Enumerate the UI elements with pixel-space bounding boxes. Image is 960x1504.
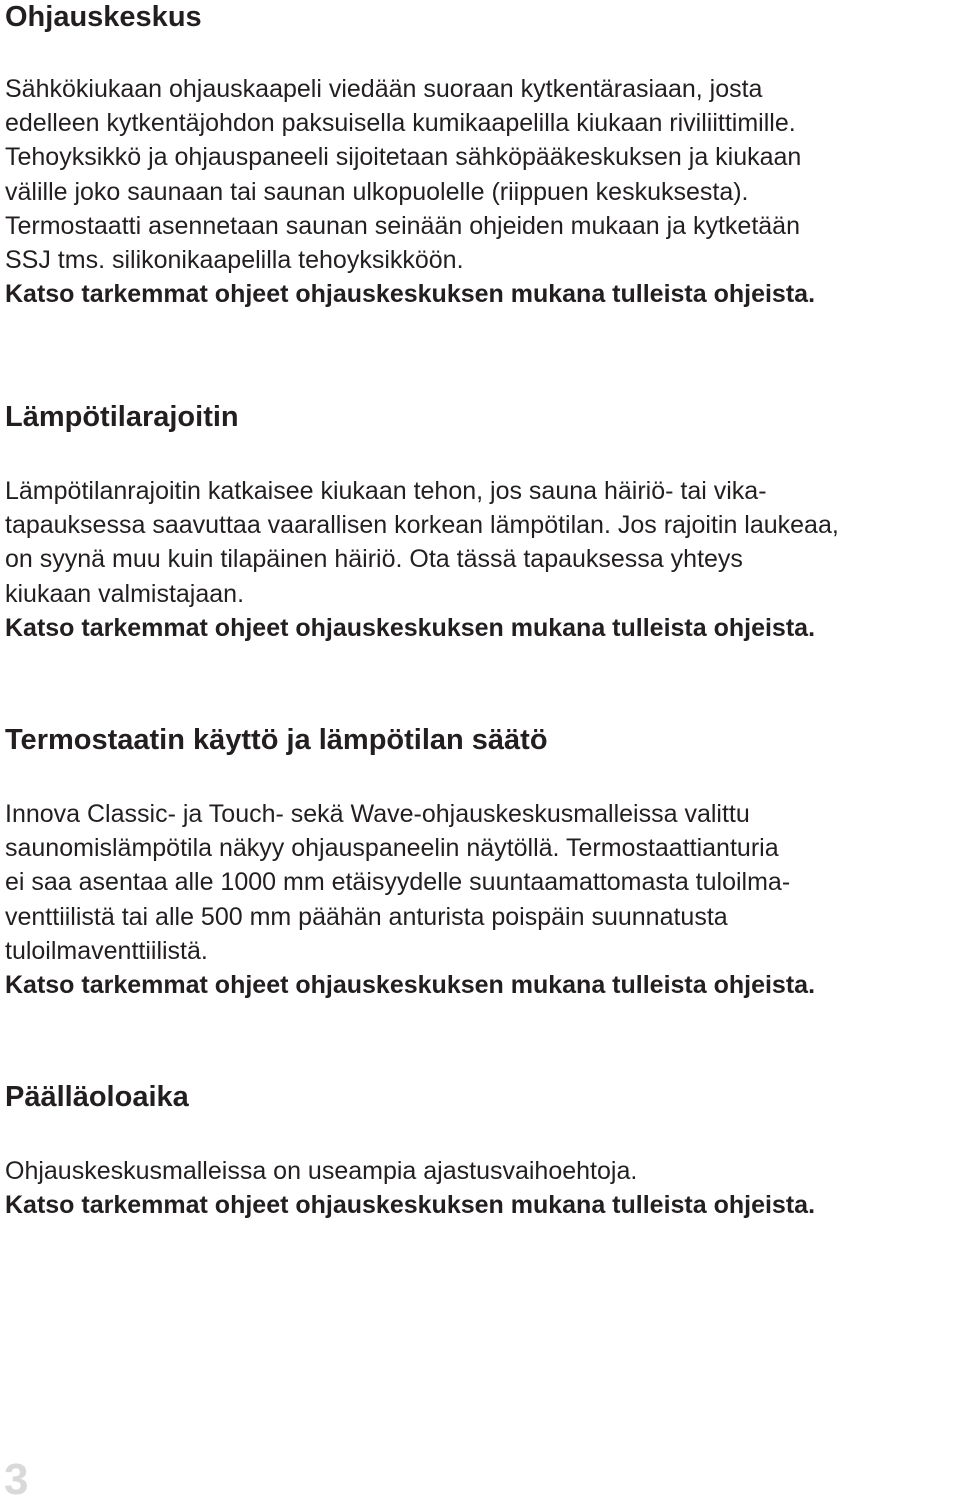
text-line: välille joko saunaan tai saunan ulkopuolelle (riippuen keskuksesta). bbox=[5, 177, 749, 206]
text-line: venttiilistä tai alle 500 mm päähän anturista poispäin suunnatusta bbox=[5, 902, 728, 931]
text-line: Tehoyksikkö ja ohjauspaneeli sijoitetaan sähköpääkeskuksen ja kiukaan bbox=[5, 143, 802, 172]
text-line: ei saa asentaa alle 1000 mm etäisyydelle suuntaamattomasta tuloilma- bbox=[5, 868, 791, 897]
text-line: SSJ tms. silikonikaapelilla tehoyksikköön. bbox=[5, 246, 464, 275]
section-heading: Termostaatin käyttö ja lämpötilan säätö bbox=[5, 724, 548, 756]
section-body bbox=[5, 797, 960, 1002]
text-line: tapauksessa saavuttaa vaarallisen korkean lämpötilan. Jos rajoitin laukeaa, bbox=[5, 511, 839, 540]
section-body bbox=[5, 1154, 960, 1222]
section-heading: Päälläoloaika bbox=[5, 1081, 189, 1113]
section-heading: Lämpötilarajoitin bbox=[5, 401, 239, 433]
section-body bbox=[5, 72, 960, 311]
instruction-note: Katso tarkemmat ohjeet ohjauskeskuksen mukana tulleista ohjeista. bbox=[5, 613, 816, 642]
instruction-note: Katso tarkemmat ohjeet ohjauskeskuksen mukana tulleista ohjeista. bbox=[5, 1191, 816, 1220]
section-paallaoloaika bbox=[5, 1080, 960, 1222]
section-heading: Ohjauskeskus bbox=[5, 1, 202, 33]
instruction-note: Katso tarkemmat ohjeet ohjauskeskuksen mukana tulleista ohjeista. bbox=[5, 971, 816, 1000]
text-line: Lämpötilanrajoitin katkaisee kiukaan tehon, jos sauna häiriö- tai vika- bbox=[5, 477, 767, 505]
text-line: kiukaan valmistajaan. bbox=[5, 579, 245, 608]
text-line: Innova Classic- ja Touch- sekä Wave-ohjauskeskusmalleissa valittu bbox=[5, 800, 750, 828]
section-termostaatin-kaytto bbox=[5, 723, 960, 1002]
text-line: saunomislämpötila näkyy ohjauspaneelin näytöllä. Termostaattianturia bbox=[5, 834, 779, 863]
section-body bbox=[5, 474, 960, 645]
text-line: Ohjauskeskusmalleissa on useampia ajastusvaihoehtoja. bbox=[5, 1157, 638, 1185]
text-line: Sähkökiukaan ohjauskaapeli viedään suoraan kytkentärasiaan, josta bbox=[5, 75, 763, 103]
page-number: 3 bbox=[4, 1455, 29, 1504]
text-line: edelleen kytkentäjohdon paksuisella kumikaapelilla kiukaan riviliittimille. bbox=[5, 109, 796, 138]
section-lampotilarajoitin bbox=[5, 400, 960, 645]
instruction-note: Katso tarkemmat ohjeet ohjauskeskuksen mukana tulleista ohjeista. bbox=[5, 280, 816, 309]
section-ohjauskeskus bbox=[5, 0, 960, 311]
text-line: tuloilmaventtiilistä. bbox=[5, 936, 208, 965]
text-line: on syynä muu kuin tilapäinen häiriö. Ota tässä tapauksessa yhteys bbox=[5, 545, 743, 574]
text-line: Termostaatti asennetaan saunan seinään ohjeiden mukaan ja kytketään bbox=[5, 211, 800, 240]
